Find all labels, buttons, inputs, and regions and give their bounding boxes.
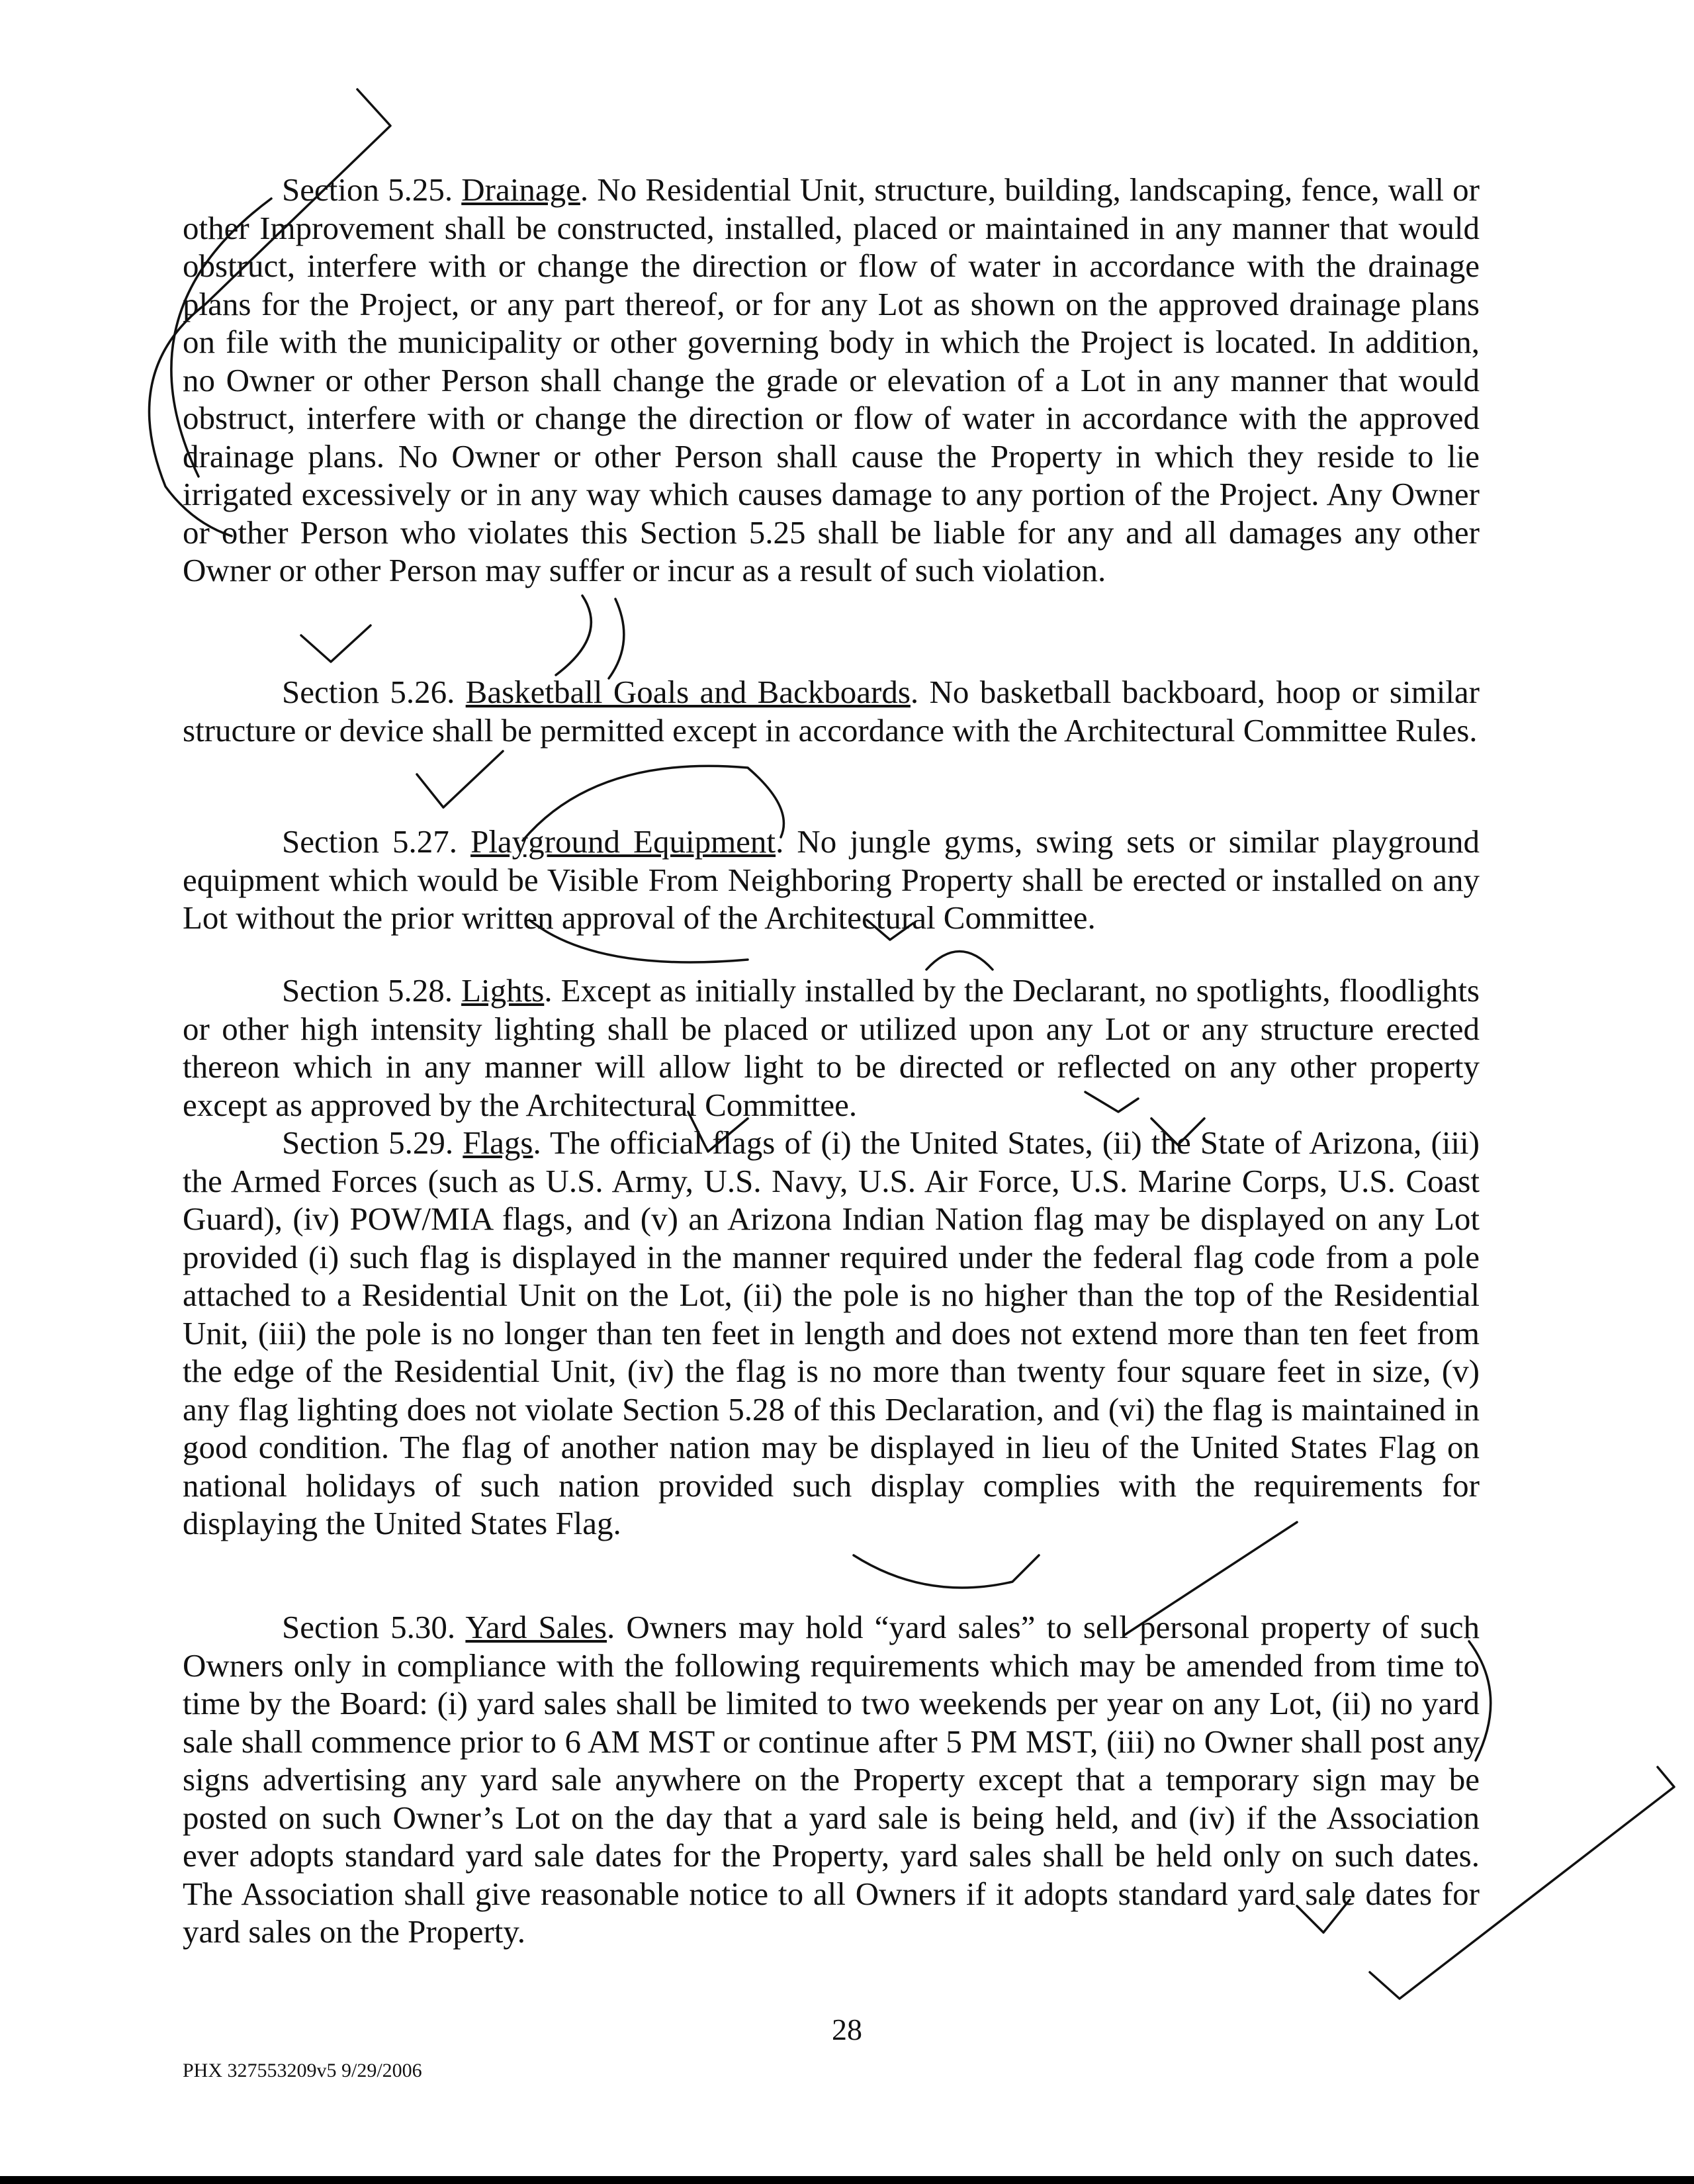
scan-edge-bar xyxy=(0,2176,1694,2184)
section-5-27 xyxy=(183,823,1480,937)
section-heading: Yard Sales xyxy=(465,1609,607,1645)
checkmark-violation xyxy=(301,625,371,662)
paren-violation-1 xyxy=(556,596,591,675)
section-body: . Except as initially installed by the Declarant, no spotlights, floodlights or other high intensity lighting shall be placed or utilized upon any Lot or any structure erected thereon which in any manner will allow light to be directed or reflected on any other property except as approved by the Architectural Committee. xyxy=(183,972,1480,1123)
section-5-25 xyxy=(183,171,1480,590)
section-5-28 xyxy=(183,972,1480,1124)
section-number: Section 5.29. xyxy=(282,1124,454,1161)
section-5-29 xyxy=(183,1124,1480,1543)
paren-violation-2 xyxy=(609,599,624,678)
section-5-26 xyxy=(183,673,1480,749)
section-number: Section 5.25. xyxy=(282,171,453,208)
section-number: Section 5.27. xyxy=(282,823,458,860)
section-number: Section 5.26. xyxy=(282,674,455,710)
section-5-30 xyxy=(183,1608,1480,1951)
section-body: . No Residential Unit, structure, building, landscaping, fence, wall or other Improvement shall be constructed, installed, placed or maintained in any manner that would obstruct, interfere with or change the direction or flow of water in accordance with the drainage plans for the Project, or any part thereof, or for any Lot as shown on the approved drainage plans on file with the municipality or other governing body in which the Project is located. In addition, no Owner or other Person shall change the grade or elevation of a Lot in any manner that would obstruct, interfere with or change the direction or flow of water in accordance with the approved drainage plans. No Owner or other Person shall cause the Property in which they reside to lie irrigated excessively or in any way which causes damage to any portion of the Project. Any Owner or other Person who violates this Section 5.25 shall be liable for any and all damages any other Owner or other Person may suffer or incur as a result of such violation. xyxy=(183,171,1480,588)
section-heading: Basketball Goals and Backboards xyxy=(465,674,911,710)
section-heading: Drainage xyxy=(461,171,580,208)
section-heading: Flags xyxy=(463,1124,533,1161)
hump-installed xyxy=(926,952,993,970)
section-body: . Owners may hold “yard sales” to sell personal property of such Owners only in compliance with the following requirements which may be amended from time to time by the Board: (i) yard sales shall be limited to two weekends per year on any Lot, (ii) no yard sale shall commence prior to 6 AM MST or continue after 5 PM MST, (iii) no Owner shall post any signs advertising any yard sale anywhere on the Property except that a temporary sign may be posted on such Owner’s Lot on the day that a yard sale is being held, and (iv) if the Association ever adopts standard yard sale dates for the Property, yard sales shall be held only on such dates. The Association shall give reasonable notice to all Owners if it adopts standard yard sale dates for yard sales on the Property. xyxy=(183,1609,1480,1950)
section-body: . No jungle gyms, swing sets or similar playground equipment which would be Visible From Neighboring Property shall be erected or installed on any Lot without the prior written approval of the Architectural Committee. xyxy=(183,823,1480,936)
section-heading: Playground Equipment xyxy=(470,823,776,860)
document-footer: PHX 327553209v5 9/29/2006 xyxy=(183,2060,422,2081)
swoop-displaying xyxy=(854,1555,1039,1588)
page-number: 28 xyxy=(832,2013,862,2046)
section-body: . No basketball backboard, hoop or similar structure or device shall be permitted except in accordance with the Architectural Committee Rules. xyxy=(183,674,1480,749)
section-heading: Lights xyxy=(461,972,545,1009)
section-number: Section 5.30. xyxy=(282,1609,456,1645)
checkmark-rules xyxy=(417,751,503,807)
section-body: . The official flags of (i) the United States, (ii) the State of Arizona, (iii) the Armed Forces (such as U.S. Army, U.S. Navy, U.S. Air Force, U.S. Marine Corps, U.S. Coast Guard), (iv) POW/MIA flags, and (v) an Arizona Indian Nation flag may be displayed on any Lot provided (i) such flag is displayed in the manner required under the federal flag code from a pole attached to a Residential Unit on the Lot, (ii) the pole is no higher than the top of the Residential Unit, (iii) the pole is no longer than ten feet in length and does not extend more than ten feet from the edge of the Residential Unit, (iv) the flag is no more than twenty four square feet in size, (v) any flag lighting does not violate Section 5.28 of this Declaration, and (vi) the flag is maintained in good condition. The flag of another nation may be displayed in lieu of the United States Flag on national holidays of such nation provided such display complies with the requirements for displaying the United States Flag. xyxy=(183,1124,1480,1541)
section-number: Section 5.28. xyxy=(282,972,453,1009)
